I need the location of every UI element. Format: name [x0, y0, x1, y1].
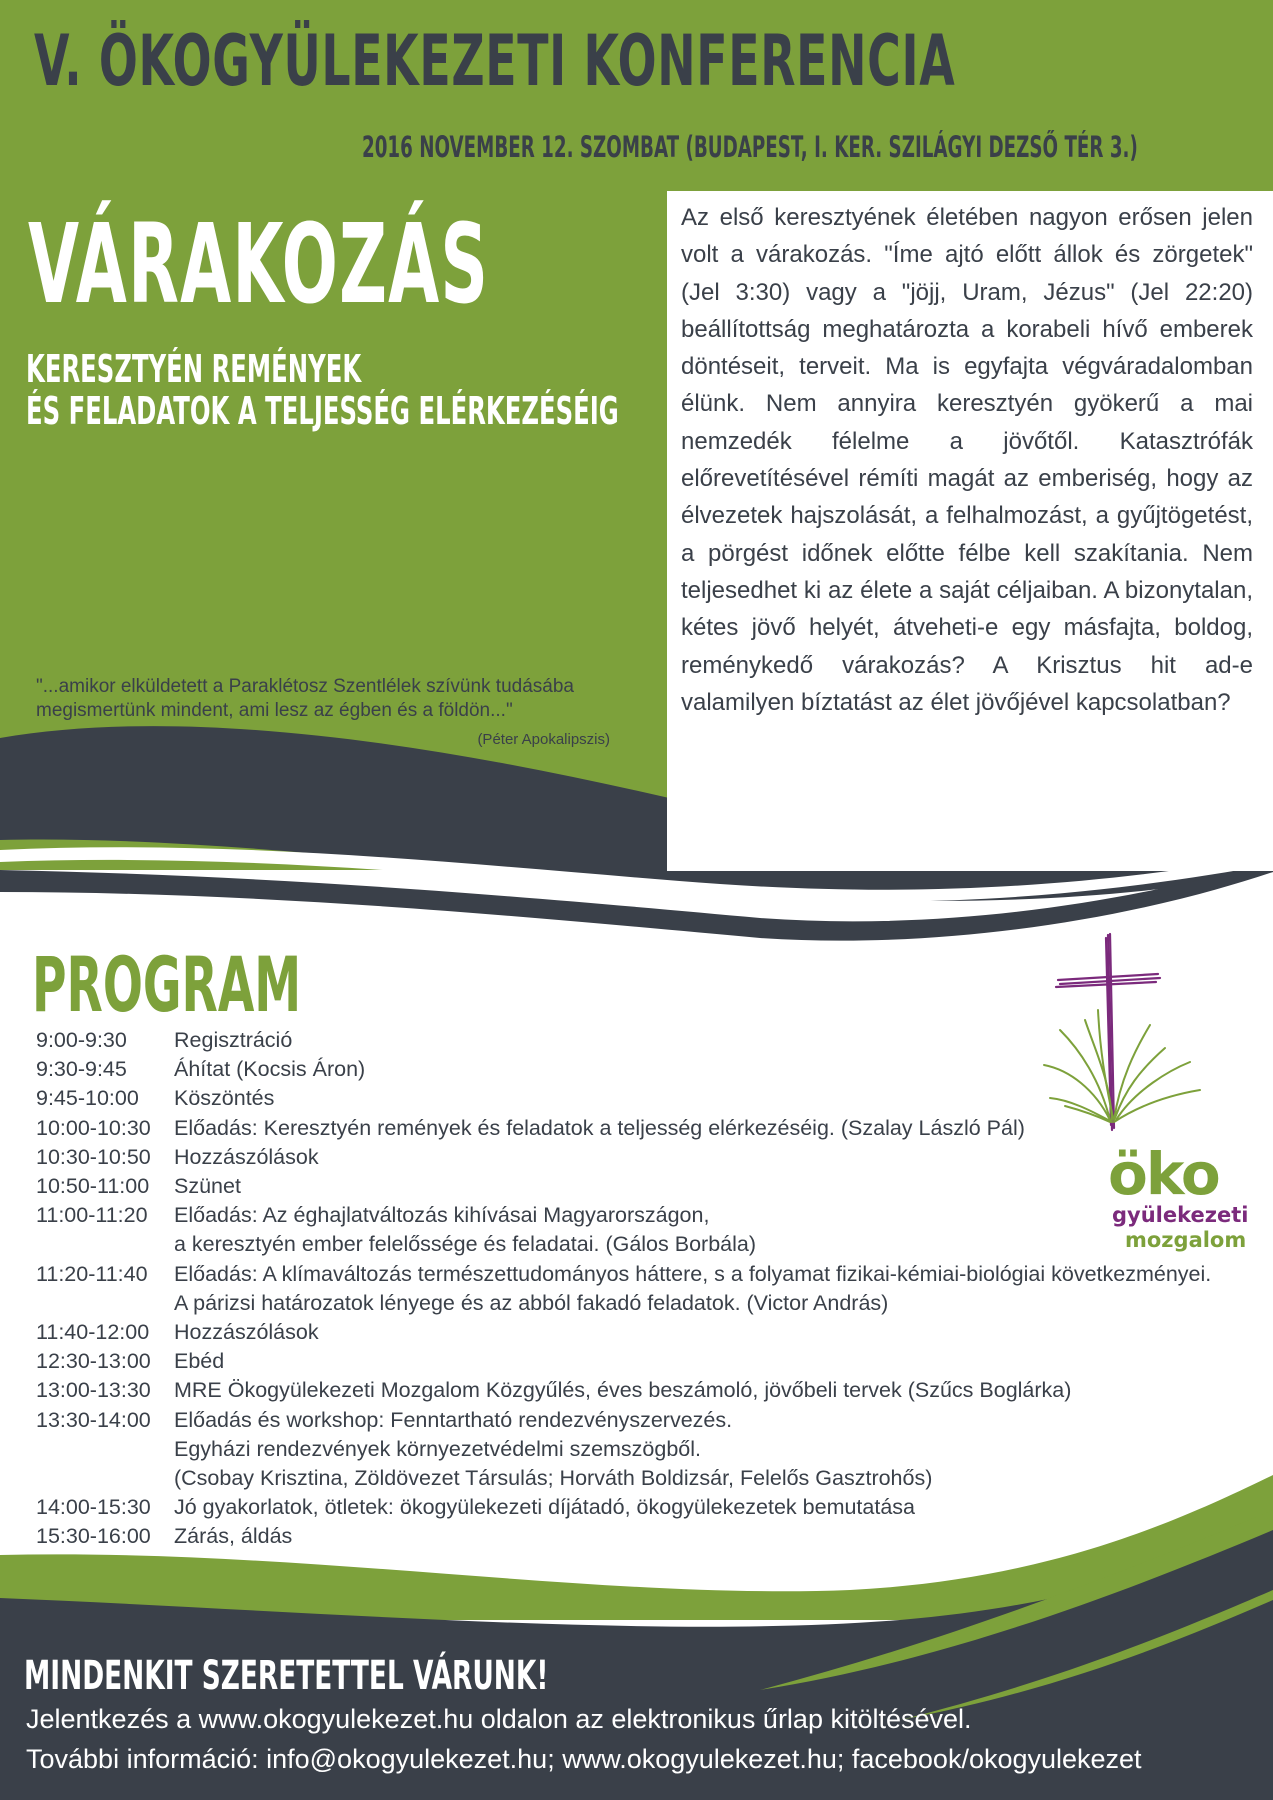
schedule-row — [36, 1260, 1211, 1318]
schedule-row — [36, 1406, 1211, 1494]
contact-info: További információ: info@okogyulekezet.hu; www.okogyulekezet.hu; facebook/okogyulekezet — [26, 1744, 1142, 1774]
schedule-description-line: Szünet — [174, 1174, 241, 1199]
schedule-row — [36, 1114, 1211, 1143]
schedule-time: 10:00-10:30 — [36, 1115, 151, 1140]
schedule-time: 9:45-10:00 — [36, 1086, 139, 1111]
main-title: VÁRAKOZÁS — [28, 200, 490, 328]
schedule-description — [174, 1055, 365, 1084]
schedule-description-line: Egyházi rendezvények környezetvédelmi szemszögből. — [174, 1436, 702, 1461]
schedule-description-line: Hozzászólások — [174, 1320, 319, 1345]
schedule-description — [174, 1084, 274, 1113]
schedule-time: 11:00-11:20 — [36, 1203, 148, 1228]
schedule-description — [174, 1201, 756, 1259]
quote-source: (Péter Apokalipszis) — [477, 731, 610, 748]
schedule-description — [174, 1318, 319, 1347]
schedule-row — [36, 1376, 1211, 1405]
schedule-time: 9:30-9:45 — [36, 1057, 127, 1082]
schedule-row — [36, 1084, 1211, 1113]
schedule-time: 9:00-9:30 — [36, 1028, 127, 1052]
schedule-description-line: Előadás és workshop: Fenntartható rendezvényszervezés. — [174, 1407, 733, 1432]
quote-line-1: "...amikor elküldetett a Paraklétosz Szentlélek szívünk tudásába — [36, 676, 574, 697]
schedule-description-line: Zárás, áldás — [174, 1524, 293, 1549]
conference-title: V. ÖKOGYÜLEKEZETI KONFERENCIA — [34, 20, 956, 102]
subtitle-line-2: ÉS FELADATOK A TELJESSÉG ELÉRKEZÉSÉIG — [26, 389, 619, 433]
schedule-description-line: Hozzászólások — [174, 1144, 319, 1169]
schedule-description-line: Előadás: Keresztyén remények és feladatok a teljesség elérkezéséig. (Szalay László Pál) — [174, 1115, 1025, 1140]
schedule-description-line: Áhítat (Kocsis Áron) — [174, 1057, 366, 1082]
schedule-description-line: Jó gyakorlatok, ötletek: ökogyülekezeti díjátadó, ökogyülekezetek bemutatása — [174, 1495, 916, 1520]
schedule-time: 14:00-15:30 — [36, 1495, 151, 1520]
logo-text-gyulekezeti: gyülekezeti — [1112, 1203, 1249, 1227]
schedule-time: 11:40-12:00 — [36, 1320, 150, 1345]
schedule-time: 15:30-16:00 — [36, 1524, 151, 1549]
schedule-description-line: Előadás: A klímaváltozás természettudományos háttere, s a folyamat fizikai-kémiai-biológiai következményei. — [174, 1261, 1212, 1286]
schedule-description-line: MRE Ökogyülekezeti Mozgalom Közgyűlés, éves beszámoló, jövőbeli tervek (Szűcs Boglárka) — [174, 1378, 1072, 1403]
registration-info: Jelentkezés a www.okogyulekezet.hu oldalon az elektronikus űrlap kitöltésével. — [26, 1704, 972, 1734]
schedule-description — [174, 1347, 224, 1376]
schedule-row — [36, 1522, 1211, 1551]
schedule-time: 13:30-14:00 — [36, 1407, 151, 1432]
schedule-description — [174, 1260, 1211, 1318]
schedule-row — [36, 1172, 1211, 1201]
schedule-row — [36, 1347, 1211, 1376]
schedule-description-line: (Csobay Krisztina, Zöldövezet Társulás; Horváth Boldizsár, Felelős Gasztrohős) — [174, 1466, 933, 1491]
schedule-time: 11:20-11:40 — [36, 1261, 148, 1286]
program-schedule — [36, 1026, 1211, 1552]
schedule-time: 12:30-13:00 — [36, 1349, 151, 1374]
schedule-description — [174, 1522, 292, 1551]
schedule-description — [174, 1026, 292, 1055]
schedule-time: 10:30-10:50 — [36, 1144, 151, 1169]
logo-text-mozgalom: mozgalom — [1125, 1228, 1247, 1252]
quote — [36, 675, 626, 723]
program-title: PROGRAM — [32, 940, 302, 1029]
schedule-description-line: Ebéd — [174, 1349, 225, 1374]
schedule-row — [36, 1055, 1211, 1084]
schedule-description — [174, 1143, 319, 1172]
schedule-row — [36, 1143, 1211, 1172]
schedule-description — [174, 1114, 1025, 1143]
logo-text-oko: öko — [1108, 1140, 1219, 1208]
conference-date-location: 2016 NOVEMBER 12. SZOMBAT (BUDAPEST, I. KER. SZILÁGYI DEZSŐ TÉR 3.) — [362, 130, 1138, 164]
schedule-time: 13:00-13:30 — [36, 1378, 151, 1403]
welcome-heading: MINDENKIT SZERETETTEL VÁRUNK! — [24, 1653, 549, 1699]
schedule-description-line: Köszöntés — [174, 1086, 275, 1111]
schedule-description-line: Regisztráció — [174, 1028, 293, 1052]
schedule-row — [36, 1493, 1211, 1522]
schedule-row — [36, 1201, 1211, 1259]
schedule-description-line: a keresztyén ember felelőssége és feladatai. (Gálos Borbála) — [174, 1232, 757, 1257]
schedule-description-line: A párizsi határozatok lényege és az abból fakadó feladatok. (Victor András) — [174, 1290, 889, 1315]
schedule-row — [36, 1026, 1211, 1055]
quote-line-2: megismertünk mindent, ami lesz az égben és a földön..." — [36, 700, 513, 721]
schedule-row — [36, 1318, 1211, 1347]
intro-paragraph: Az első keresztyének életében nagyon erősen jelen volt a várakozás. "Íme ajtó előtt állok és zörgetek" (Jel 3:30) vagy a "jöjj, Uram, Jézus" (Jel 22:20) beállítottság meghatározta a korabeli hívő emberek döntéseit, terveit. Ma is egyfajta végváradalomban élünk. Nem annyira keresztyén gyökerű a mai nemzedék félelme a jövőtől. Katasztrófák előrevetítésével rémíti magát az emberiség, hogy az élvezetek hajszolását, a felhalmozást, a gyűjtögetést, a pörgést időnek előtte félbe kell szakítania. Nem teljesedhet ki az élete a saját céljaiban. A bizonytalan, kétes jövő helyét, átveheti-e egy másfajta, boldog, reménykedő várakozás? A Krisztus hit ad-e valamilyen bíztatást az élet jövőjével kapcsolatban? — [681, 204, 1253, 716]
schedule-description-line: Előadás: Az éghajlatváltozás kihívásai Magyarországon, — [174, 1203, 710, 1228]
schedule-time: 10:50-11:00 — [36, 1174, 150, 1199]
schedule-description — [174, 1172, 241, 1201]
schedule-description — [174, 1406, 932, 1494]
subtitle-line-1: KERESZTYÉN REMÉNYEK — [26, 347, 362, 391]
schedule-description — [174, 1493, 915, 1522]
schedule-description — [174, 1376, 1071, 1405]
